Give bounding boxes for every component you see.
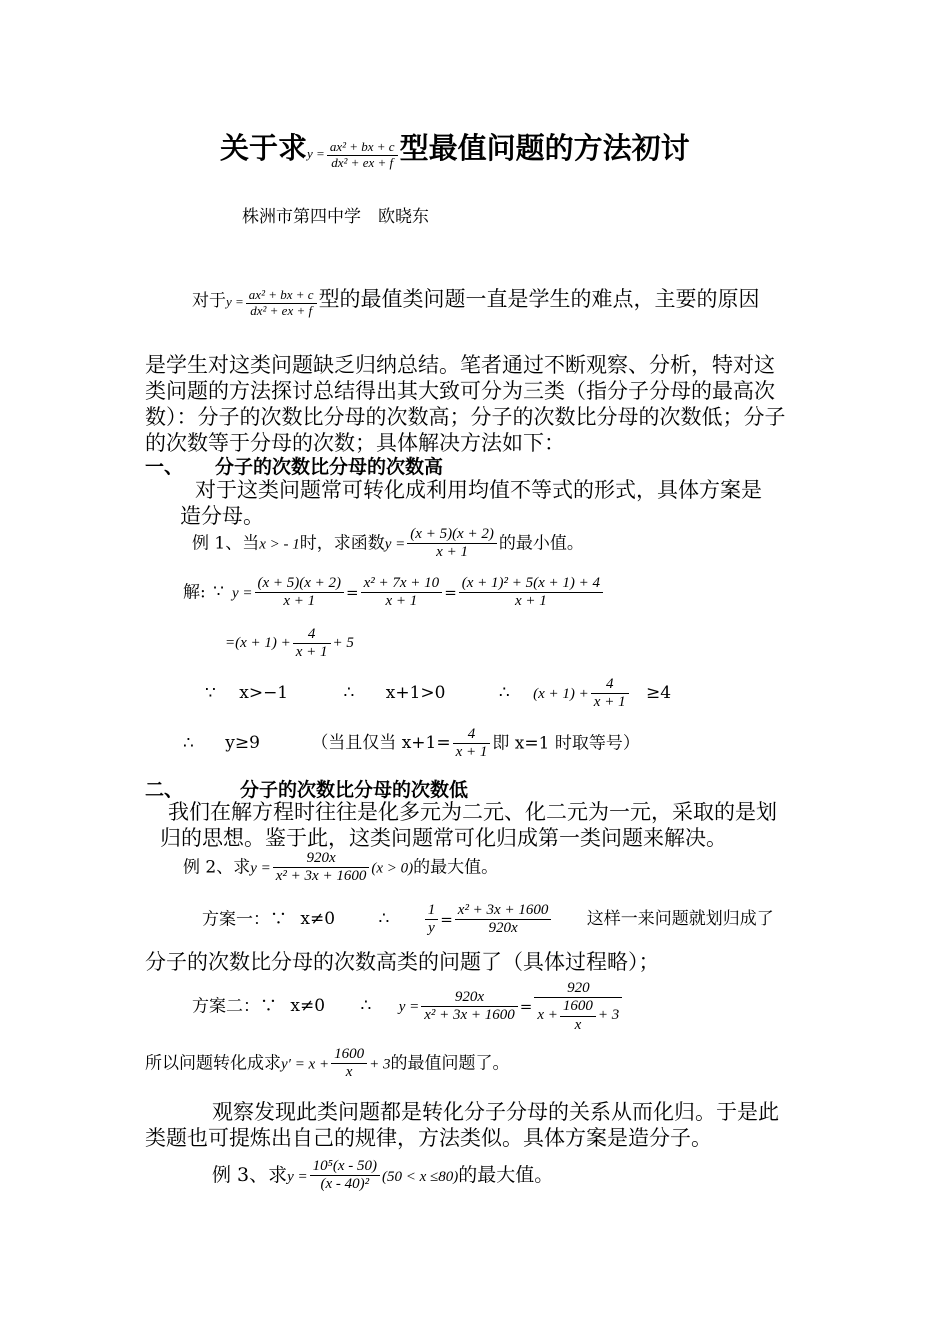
- solution-f3-num: (x + 1)² + 5(x + 1) + 4: [459, 575, 603, 593]
- example2-condition: (x > 0): [371, 860, 414, 877]
- plan2-condition: x≠0: [290, 996, 326, 1017]
- plan1-condition: x≠0: [300, 909, 336, 930]
- example1-num: (x + 5)(x + 2): [407, 526, 497, 544]
- example3: [212, 1158, 553, 1194]
- section3-text2: 类题也可提炼出自己的规律，方法类似。具体方案是造分子。: [145, 1126, 712, 1150]
- solution-f1-num: (x + 5)(x + 2): [255, 575, 345, 593]
- example2-den: x² + 3x + 1600: [275, 868, 367, 885]
- title-prefix: 关于求: [220, 131, 308, 165]
- solution1-line2: [225, 626, 354, 662]
- example1-den: x + 1: [436, 544, 468, 561]
- solution1-line1: 解: ∵ y = $\frac{(x + 5)(x + 2)}{x + 1}$ = $\frac{\text{x² + 7x + 10}}{x + 1}$ = $\frac{\text{(x + 1)² + 5(x + 1) + 4}}{x + 1}$: [183, 575, 605, 611]
- intro-line5: 的次数等于分母的次数；具体解决方法如下：: [145, 431, 565, 455]
- plan2-inner-num: 1600: [560, 998, 596, 1016]
- plan2-f2-num: 920: [534, 980, 622, 998]
- example2: [183, 850, 498, 886]
- section1-number: 一、: [145, 456, 184, 478]
- conv-post: + 3: [369, 1056, 391, 1073]
- conv-prefix: 所以问题转化成求: [145, 1053, 281, 1074]
- example3-num: 10⁵(x - 50): [310, 1158, 380, 1176]
- example2-suffix: 的最大值。: [413, 857, 499, 878]
- example3-lhs: y =: [287, 1168, 308, 1185]
- step3: [205, 676, 671, 712]
- example3-prefix: 例 3、求: [212, 1163, 288, 1186]
- example2-num: 920x: [273, 850, 370, 868]
- step4: [183, 726, 640, 762]
- intro-formula-den: dx² + ex + f: [250, 302, 313, 318]
- solution-line2-post: + 5: [332, 635, 354, 652]
- step3-condition: x>−1: [239, 683, 289, 704]
- plan2-f2-den-a: x +: [537, 1007, 558, 1024]
- therefore-symbol: ∴: [343, 683, 355, 704]
- therefore-symbol: ∴: [378, 909, 390, 930]
- plan1-f2-num: x² + 3x + 1600: [455, 902, 552, 920]
- conv-frac-num: 1600: [331, 1046, 367, 1064]
- step3-frac-den: x + 1: [593, 694, 626, 711]
- example2-lhs: y =: [250, 860, 271, 877]
- solution-line2-den: x + 1: [295, 644, 328, 661]
- conv-frac-den: x: [345, 1064, 353, 1081]
- plan2-eq: =: [519, 997, 533, 1016]
- intro-formula: [226, 286, 319, 318]
- example1-lhs: y =: [384, 536, 406, 553]
- plan1-tail: 这样一来问题就划归成了: [586, 909, 774, 930]
- plan1-label: 方案一：: [202, 909, 270, 930]
- solution-line2-pre: =(x + 1) +: [225, 635, 291, 652]
- section1-text1: 对于这类问题常可转化成利用均值不等式的形式，具体方案是: [195, 478, 762, 502]
- example1-suffix: 的最小值。: [498, 533, 584, 554]
- conv-expr: y′ = x +: [281, 1056, 330, 1073]
- author: 株洲市第四中学 欧晓东: [242, 207, 429, 227]
- plan2-f2-den: [534, 998, 622, 1034]
- plan1-eq: =: [440, 910, 453, 929]
- plan1-f1-num: 1: [425, 902, 439, 920]
- section2-text2: 归的思想。鉴于此，这类问题常可化归成第一类问题来解决。: [160, 826, 727, 850]
- section3-text1: 观察发现此类问题都是转化分子分母的关系从而化归。于是此: [212, 1100, 779, 1124]
- section1-heading: 分子的次数比分母的次数高: [215, 456, 444, 478]
- plan2-label: 方案二：: [192, 996, 260, 1017]
- plan2-inner-den: x: [574, 1016, 582, 1033]
- intro-line4: 数）：分子的次数比分母的次数高；分子的次数比分母的次数低；分子: [145, 405, 786, 429]
- therefore-symbol: ∴: [183, 733, 194, 754]
- title-formula-den: dx² + ex + f: [331, 154, 394, 170]
- plan2: [192, 980, 624, 1034]
- example1: [192, 526, 584, 562]
- solution-line2-num: 4: [293, 626, 331, 644]
- example1-condition: x > - 1: [259, 536, 300, 553]
- plan1: [202, 902, 774, 938]
- intro-line2: 是学生对这类问题缺乏归纳总结。笔者通过不断观察、分析，特对这: [145, 353, 775, 377]
- section1-text2: 造分母。: [180, 504, 264, 528]
- plan2-f1-num: 920x: [421, 989, 518, 1007]
- step4-frac-num: 4: [453, 726, 491, 744]
- example3-den: (x - 40)²: [320, 1176, 370, 1193]
- solution-label: 解:: [183, 582, 206, 603]
- because-symbol: ∵: [260, 996, 277, 1017]
- intro-formula-num: ax² + bx + c: [246, 288, 317, 304]
- step4-condition: （当且仅当 x+1=: [311, 733, 451, 754]
- example2-prefix: 例 2、求: [183, 857, 251, 878]
- therefore-symbol: ∴: [360, 996, 372, 1017]
- conversion-line: [145, 1046, 509, 1082]
- because-symbol: ∵: [213, 582, 224, 603]
- solution-f1-den: x + 1: [283, 593, 316, 610]
- example3-condition: (50 < x ≤80): [382, 1168, 459, 1185]
- section2-heading: 分子的次数比分母的次数低: [240, 779, 469, 801]
- intro-line1: 型的最值类问题一直是学生的难点，主要的原因: [318, 287, 760, 311]
- section2-number: 二、: [145, 779, 184, 801]
- section2-text1: 我们在解方程时往往是化多元为二元、化二元为一元，采取的是划: [168, 800, 777, 824]
- conv-suffix: 的最值问题了。: [390, 1053, 510, 1074]
- step4-result: y≥9: [225, 733, 260, 754]
- plan1-line2: 分子的次数比分母的次数高类的问题了（具体过程略）；: [145, 950, 660, 974]
- example3-suffix: 的最大值。: [458, 1163, 554, 1186]
- step4-frac-den: x + 1: [455, 744, 488, 761]
- step4-tail: 即 x=1 时取等号）: [492, 733, 640, 754]
- solution-f2-den: x + 1: [385, 593, 418, 610]
- title-formula-num: ax² + bx + c: [327, 140, 398, 156]
- intro-line3: 类问题的方法探讨总结得出其大致可分为三类（指分子分母的最高次: [145, 379, 775, 403]
- because-symbol: ∵: [270, 909, 287, 930]
- intro-prefix: 对于: [192, 291, 226, 311]
- solution-f3-den: x + 1: [515, 593, 547, 610]
- solution-f2-num: x² + 7x + 10: [361, 575, 443, 593]
- title-formula-lhs: y =: [307, 146, 325, 161]
- plan1-f2-den: 920x: [488, 920, 518, 937]
- intro-formula-lhs: y =: [226, 294, 244, 309]
- step3-expr: (x + 1) +: [533, 686, 589, 703]
- step3-ge: ≥4: [645, 683, 672, 704]
- page-title: [220, 126, 690, 170]
- title-suffix: 型最值问题的方法初讨: [399, 131, 690, 165]
- solution-y: y =: [231, 585, 253, 602]
- example1-prefix: 例 1、当: [192, 533, 260, 554]
- therefore-symbol: ∴: [498, 683, 510, 704]
- plan2-lhs: y =: [398, 999, 420, 1016]
- plan1-f1-den: y: [428, 920, 435, 937]
- intro-first-line: [192, 283, 760, 318]
- step3-frac-num: 4: [591, 676, 629, 694]
- title-formula: [307, 138, 400, 170]
- step3-result: x+1>0: [385, 683, 446, 704]
- plan2-f1-den: x² + 3x + 1600: [424, 1007, 515, 1024]
- plan2-f2-den-b: + 3: [597, 1007, 620, 1024]
- because-symbol: ∵: [205, 683, 216, 704]
- example1-mid: 时，求函数: [299, 533, 385, 554]
